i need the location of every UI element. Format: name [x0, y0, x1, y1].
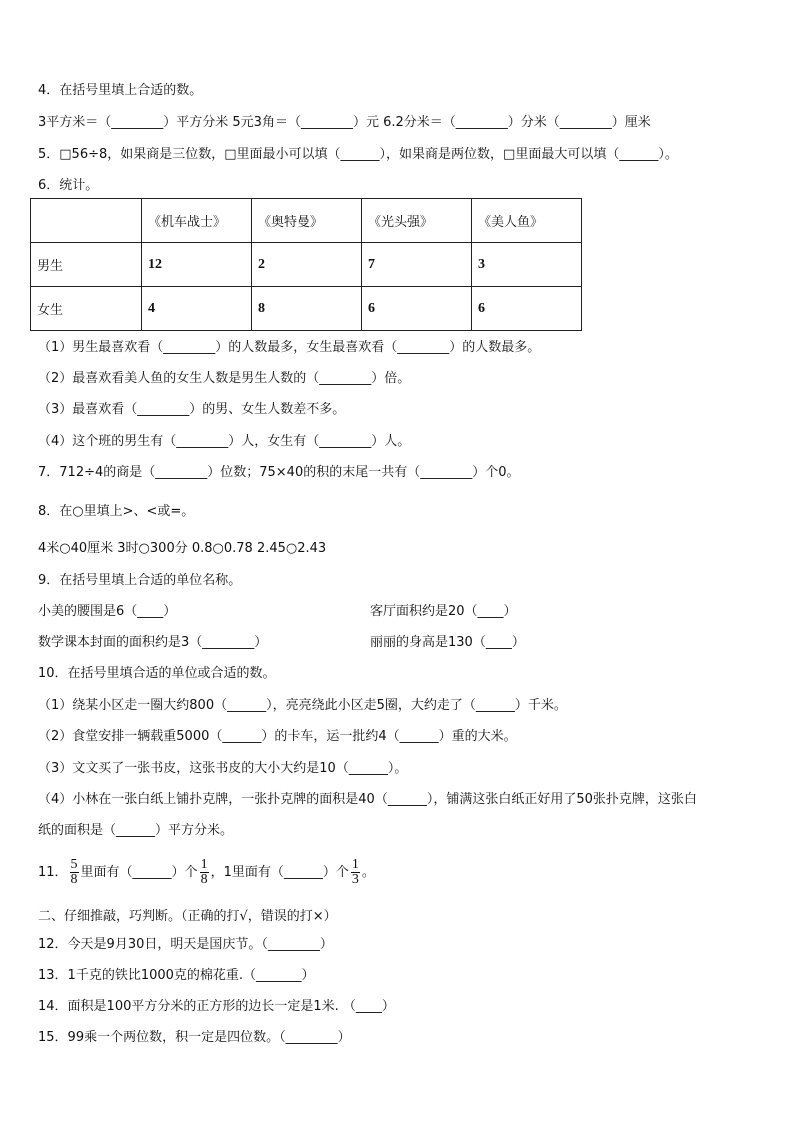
table-cell: 7 — [362, 243, 472, 287]
q15-text: 15．99乘一个两位数，积一定是四位数。（________） — [38, 1030, 351, 1045]
table-cell: 6 — [362, 287, 472, 331]
q11-mid2: ，1里面有（______）个 — [210, 865, 349, 880]
q8-line: 4米○40厘米 3时○300分 0.8○0.78 2.45○2.43 — [38, 541, 327, 556]
q7-text: 7．712÷4的商是（________）位数；75×40的积的末尾一共有（________）个0。 — [38, 465, 520, 480]
table-row-label: 男生 — [31, 243, 142, 287]
q12-text: 12．今天是9月30日，明天是国庆节。（________） — [38, 937, 333, 952]
q8-title: 8．在○里填上>、<或=。 — [38, 504, 195, 519]
fraction-1-3: $\frac{1}{3}$ — [351, 857, 359, 887]
q4-title: 4．在括号里填上合适的数。 — [38, 83, 203, 98]
q9-left1: 小美的腰围是6（____） — [38, 604, 177, 619]
table-row — [31, 287, 582, 331]
table-header-cell: 《美人鱼》 — [472, 199, 582, 243]
table-header-cell: 《奥特曼》 — [252, 199, 362, 243]
q9-title: 9．在括号里填上合适的单位名称。 — [38, 573, 242, 588]
q6-title: 6．统计。 — [38, 178, 99, 193]
q9-left2: 数学课本封面的面积约是3（________） — [38, 635, 268, 650]
table-header-cell: 《机车战士》 — [142, 199, 252, 243]
table-row-label: 女生 — [31, 287, 142, 331]
q9-right1: 客厅面积约是20（____） — [370, 604, 517, 619]
q6-sub2: （2）最喜欢看美人鱼的女生人数是男生人数的（________）倍。 — [38, 371, 411, 386]
stat-table — [30, 198, 582, 331]
q10-sub1: （1）绕某小区走一圈大约800（______），亮亮绕此小区走5圈，大约走了（______）千米。 — [38, 698, 567, 713]
q11-end: 。 — [361, 865, 375, 880]
table-cell: 3 — [472, 243, 582, 287]
q13-text: 13．1千克的铁比1000克的棉花重.（_______） — [38, 968, 315, 983]
table-cell: 4 — [142, 287, 252, 331]
section2-title: 二、仔细推敲，巧判断。（正确的打√，错误的打×） — [38, 909, 337, 924]
table-cell: 8 — [252, 287, 362, 331]
table-row — [31, 243, 582, 287]
q9-right2: 丽丽的身高是130（____） — [370, 635, 525, 650]
q11-prefix: 11． — [38, 865, 68, 880]
q11-line — [38, 856, 375, 890]
fraction-5-8: $\frac{5}{8}$ — [70, 857, 78, 887]
fraction-1-8: $\frac{1}{8}$ — [200, 857, 208, 887]
table-cell: 2 — [252, 243, 362, 287]
table-cell: 12 — [142, 243, 252, 287]
q10-sub3: （3）文文买了一张书皮，这张书皮的大小大约是10（______）。 — [38, 761, 408, 776]
table-cell: 6 — [472, 287, 582, 331]
table-header-row — [31, 199, 582, 243]
q10-sub4b: 纸的面积是（______）平方分米。 — [38, 823, 234, 838]
q11-mid1: 里面有（______）个 — [80, 865, 198, 880]
q4-line: 3平方米＝（________）平方分米 5元3角＝（________）元 6.2分米＝（________）分米（________）厘米 — [38, 115, 651, 130]
q14-text: 14．面积是100平方分米的正方形的边长一定是1米. （____） — [38, 999, 395, 1014]
q10-sub2: （2）食堂安排一辆载重5000（______）的卡车，运一批约4（______）重的大米。 — [38, 729, 517, 744]
q6-sub3: （3）最喜欢看（________）的男、女生人数差不多。 — [38, 402, 346, 417]
q10-sub4a: （4）小林在一张白纸上铺扑克牌，一张扑克牌的面积是40（______），铺满这张白纸正好用了50张扑克牌，这张白 — [38, 792, 697, 807]
table-header-cell — [31, 199, 142, 243]
q6-sub4: （4）这个班的男生有（________）人，女生有（________）人。 — [38, 434, 411, 449]
table-header-cell: 《光头强》 — [362, 199, 472, 243]
q10-title: 10．在括号里填合适的单位或合适的数。 — [38, 666, 276, 681]
q6-sub1: （1）男生最喜欢看（________）的人数最多，女生最喜欢看（________）的人数最多。 — [38, 340, 541, 355]
q5-text: 5．□56÷8，如果商是三位数，□里面最小可以填（______），如果商是两位数，□里面最大可以填（______）。 — [38, 147, 678, 162]
